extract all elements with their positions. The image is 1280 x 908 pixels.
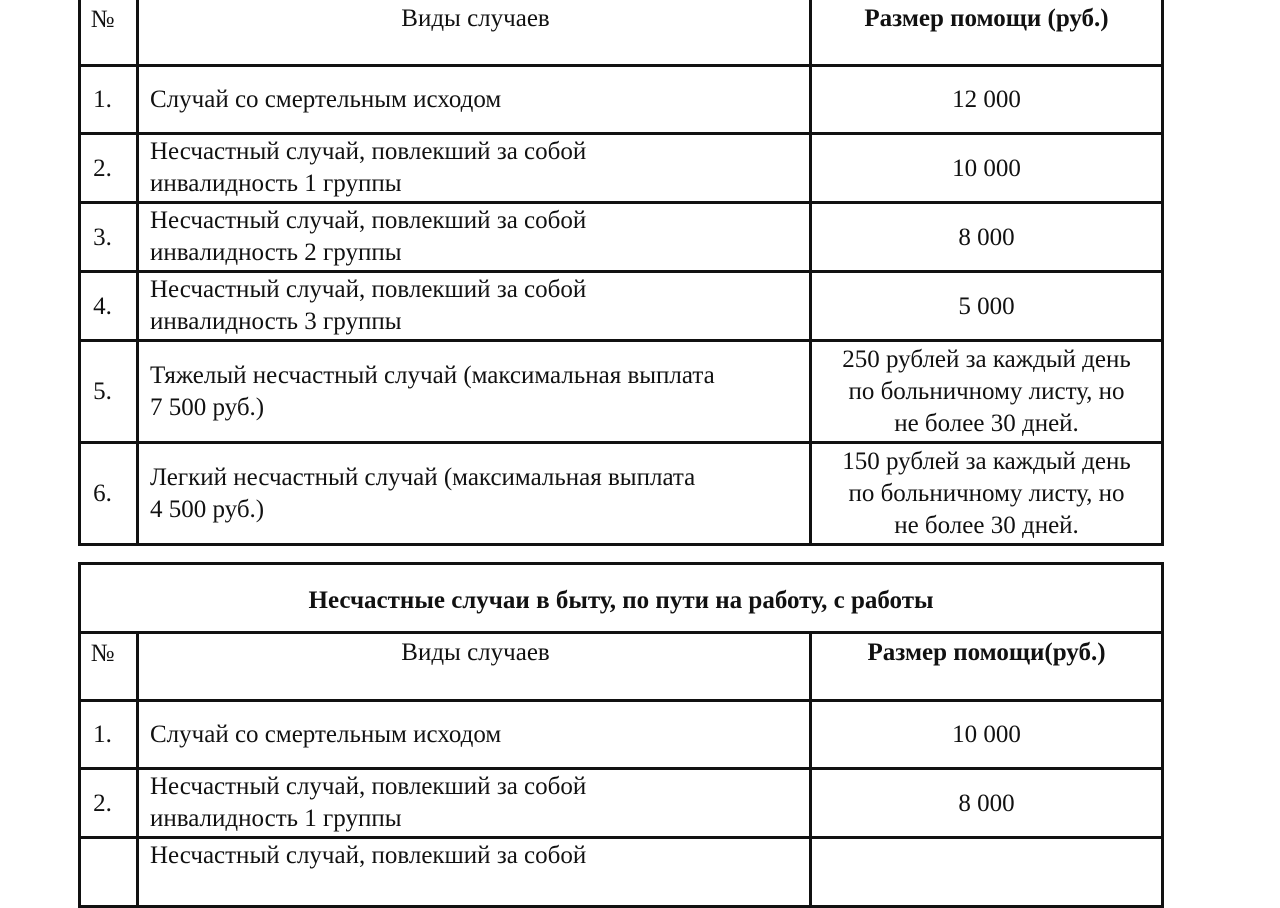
table-caption: Несчастные случаи в быту, по пути на работу, с работы bbox=[80, 564, 1163, 633]
row-number: 1. bbox=[80, 701, 138, 769]
row-number: 3. bbox=[80, 203, 138, 272]
case-type bbox=[138, 341, 811, 443]
amount bbox=[811, 701, 1163, 769]
amount-line: по больничному листу, но bbox=[848, 377, 1125, 405]
amount-line: не более 30 дней. bbox=[894, 511, 1079, 539]
case-type-line: Случай со смертельным исходом bbox=[150, 86, 502, 113]
amount-line: не более 30 дней. bbox=[894, 409, 1079, 437]
amount bbox=[811, 838, 1163, 907]
case-type bbox=[138, 66, 811, 134]
work-accident-table bbox=[78, 0, 1164, 546]
amount-line: 5 000 bbox=[958, 292, 1015, 320]
row-number: 5. bbox=[80, 341, 138, 443]
amount bbox=[811, 203, 1163, 272]
row-number: 2. bbox=[80, 769, 138, 838]
case-type-line: инвалидность 1 группы bbox=[150, 170, 402, 197]
row-number: 2. bbox=[80, 134, 138, 203]
amount bbox=[811, 134, 1163, 203]
case-type-line: Случай со смертельным исходом bbox=[150, 721, 502, 748]
amount bbox=[811, 341, 1163, 443]
column-header-number: № bbox=[80, 633, 138, 701]
case-type bbox=[138, 443, 811, 545]
case-type-line: Несчастный случай, повлекший за собой bbox=[150, 138, 587, 165]
case-type bbox=[138, 203, 811, 272]
table-header-row bbox=[80, 0, 1163, 66]
table-row bbox=[80, 66, 1163, 134]
amount bbox=[811, 272, 1163, 341]
amount-line: 250 рублей за каждый день bbox=[842, 345, 1131, 373]
table-row bbox=[80, 272, 1163, 341]
row-number: 4. bbox=[80, 272, 138, 341]
amount bbox=[811, 769, 1163, 838]
column-header-case-type: Виды случаев bbox=[138, 633, 811, 701]
case-type-line: инвалидность 1 группы bbox=[150, 805, 402, 832]
case-type-line: 4 500 руб.) bbox=[150, 495, 265, 523]
table-row bbox=[80, 134, 1163, 203]
case-type-line: Тяжелый несчастный случай (максимальная выплата bbox=[150, 361, 715, 389]
case-type-line: Несчастный случай, повлекший за собой bbox=[150, 207, 587, 234]
amount-line: по больничному листу, но bbox=[848, 479, 1125, 507]
amount-line: 12 000 bbox=[952, 86, 1021, 113]
column-header-amount: Размер помощи(руб.) bbox=[811, 633, 1163, 701]
table-row bbox=[80, 838, 1163, 907]
column-header-number: № bbox=[80, 0, 138, 66]
case-type bbox=[138, 769, 811, 838]
row-number: 6. bbox=[80, 443, 138, 545]
case-type bbox=[138, 838, 811, 907]
amount bbox=[811, 443, 1163, 545]
amount bbox=[811, 66, 1163, 134]
row-number: 1. bbox=[80, 66, 138, 134]
household-accident-table bbox=[78, 562, 1164, 908]
case-type bbox=[138, 134, 811, 203]
amount-line: 8 000 bbox=[958, 223, 1015, 251]
amount-line: 8 000 bbox=[958, 789, 1015, 817]
case-type-line: 7 500 руб.) bbox=[150, 393, 265, 421]
column-header-amount: Размер помощи (руб.) bbox=[811, 0, 1163, 66]
row-number bbox=[80, 838, 138, 907]
case-type-line: Несчастный случай, повлекший за собой bbox=[150, 842, 587, 869]
case-type-line: инвалидность 3 группы bbox=[150, 308, 402, 335]
case-type-line: Несчастный случай, повлекший за собой bbox=[150, 773, 587, 800]
case-type-line: Легкий несчастный случай (максимальная выплата bbox=[150, 463, 696, 491]
table-row bbox=[80, 443, 1163, 545]
case-type bbox=[138, 272, 811, 341]
amount-line: 10 000 bbox=[952, 721, 1021, 748]
column-header-case-type: Виды случаев bbox=[138, 0, 811, 66]
table-row bbox=[80, 341, 1163, 443]
amount-line: 150 рублей за каждый день bbox=[842, 447, 1131, 475]
case-type-line: Несчастный случай, повлекший за собой bbox=[150, 276, 587, 303]
table-header-row bbox=[80, 633, 1163, 701]
amount-line: 10 000 bbox=[952, 154, 1021, 182]
table-row bbox=[80, 769, 1163, 838]
table-row bbox=[80, 203, 1163, 272]
table-caption-row bbox=[80, 564, 1163, 633]
case-type-line: инвалидность 2 группы bbox=[150, 239, 402, 266]
case-type bbox=[138, 701, 811, 769]
table-row bbox=[80, 701, 1163, 769]
